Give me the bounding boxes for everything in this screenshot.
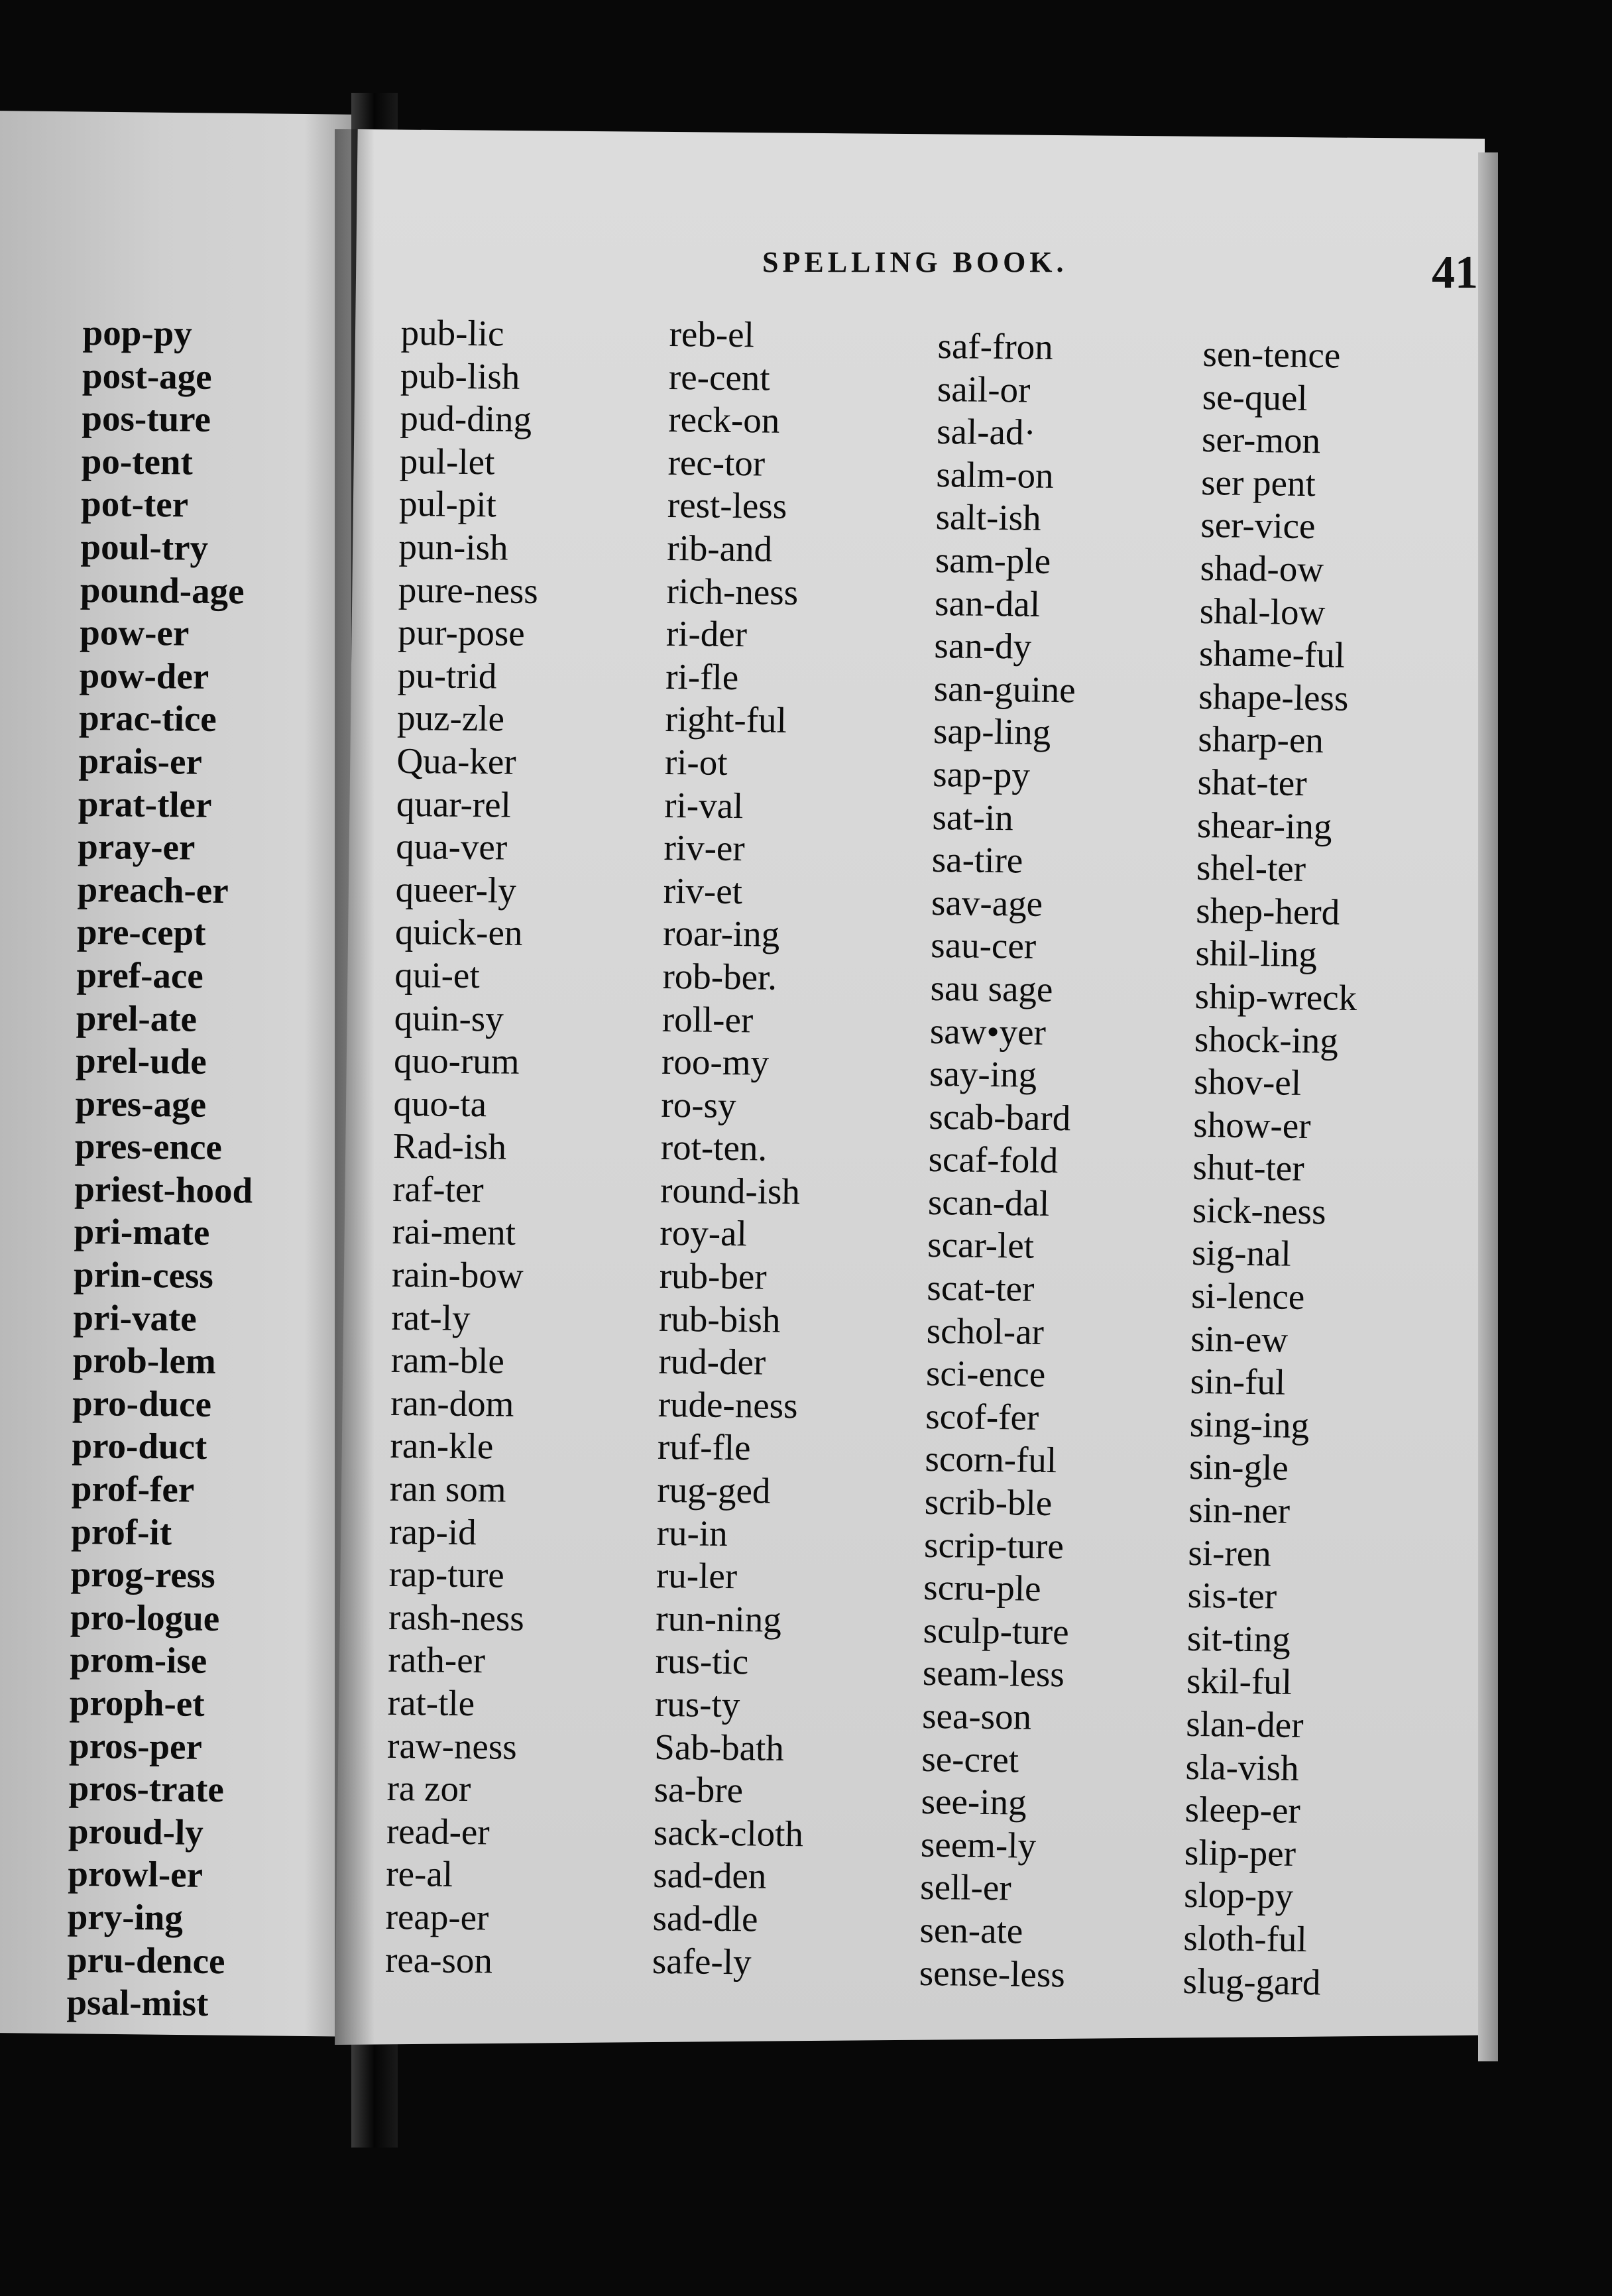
word-entry: prel-ate <box>76 997 198 1039</box>
word-entry: quo-ta <box>393 1082 487 1124</box>
word-entry: sa-tire <box>931 839 1023 881</box>
word-entry: prof-it <box>71 1511 172 1552</box>
word-entry: Sab-bath <box>654 1726 785 1768</box>
word-entry: shut-ter <box>1192 1147 1304 1189</box>
page-shadow <box>335 129 374 2045</box>
word-entry: sleep-er <box>1184 1789 1301 1831</box>
word-entry: rat-tle <box>387 1682 475 1724</box>
word-entry: sin-ner <box>1188 1489 1291 1531</box>
word-entry: sap-ling <box>933 711 1051 753</box>
word-entry: sail-or <box>937 368 1031 410</box>
word-entry: sau-cer <box>931 925 1037 967</box>
word-entry: scat-ter <box>927 1267 1035 1309</box>
page-edge <box>1478 152 1498 2061</box>
word-entry: rude-ness <box>658 1383 798 1426</box>
word-entry: pun-ish <box>398 526 508 568</box>
word-entry: puz-zle <box>396 697 505 739</box>
word-entry: roll-er <box>662 998 754 1040</box>
word-entry: prog-ress <box>70 1554 215 1596</box>
word-entry: pray-er <box>77 826 196 868</box>
word-entry: san-dal <box>934 582 1041 624</box>
word-entry: ser-vice <box>1200 504 1316 547</box>
word-entry: pud-ding <box>400 398 532 440</box>
word-entry: schol-ar <box>926 1310 1045 1352</box>
word-entry: prac-tice <box>78 697 217 740</box>
word-entry: ri-der <box>665 613 748 655</box>
word-entry: ran-kle <box>390 1425 494 1467</box>
word-entry: skil-ful <box>1186 1660 1293 1703</box>
word-entry: slip-per <box>1184 1831 1296 1874</box>
word-entry: pri-vate <box>73 1296 198 1339</box>
word-entry: queer-ly <box>395 868 517 911</box>
word-entry: rus-ty <box>654 1683 740 1725</box>
word-entry: sal-ad· <box>936 411 1037 453</box>
word-entry: rob-ber. <box>662 955 777 998</box>
word-entry: sin-ew <box>1190 1318 1289 1360</box>
word-entry: ru-in <box>656 1512 728 1554</box>
word-entry: sa-bre <box>654 1769 744 1811</box>
word-entry: sla-vish <box>1185 1746 1300 1788</box>
word-entry: rot-ten. <box>660 1127 768 1169</box>
word-entry: shal-low <box>1199 590 1326 632</box>
word-entry: se-quel <box>1202 376 1308 418</box>
word-entry: ser-mon <box>1201 419 1321 461</box>
word-entry: shov-el <box>1193 1061 1302 1103</box>
word-entry: quick-en <box>394 911 523 954</box>
word-entry: reb-el <box>669 313 755 355</box>
word-entry: scof-fer <box>925 1395 1039 1438</box>
word-entry: preach-er <box>77 868 229 911</box>
word-entry: read-er <box>386 1810 490 1853</box>
word-entry: rud-der <box>658 1341 766 1383</box>
word-entry: quin-sy <box>394 997 504 1039</box>
word-entry: seem-ly <box>920 1823 1037 1866</box>
word-entry: proud-ly <box>68 1810 204 1853</box>
word-column-5 <box>1182 333 1365 2004</box>
word-entry: re-cent <box>668 356 770 398</box>
word-entry: ruf-fle <box>657 1426 751 1468</box>
word-entry: pros-per <box>68 1725 203 1767</box>
word-entry: rath-er <box>388 1639 486 1681</box>
word-entry: rain-bow <box>391 1253 524 1296</box>
word-entry: saf-fron <box>937 325 1054 367</box>
word-entry: reap-er <box>385 1896 489 1938</box>
word-entry: round-ish <box>660 1169 801 1212</box>
word-entry: sig-nal <box>1191 1232 1292 1275</box>
word-entry: quo-rum <box>393 1040 520 1082</box>
word-entry: pos-ture <box>82 398 211 440</box>
word-entry: pref-ace <box>76 954 204 996</box>
word-entry: po-tent <box>81 440 194 483</box>
word-entry: riv-et <box>663 870 743 911</box>
word-entry: seam-less <box>922 1652 1065 1695</box>
word-entry: scru-ple <box>923 1567 1041 1609</box>
word-entry: pres-ence <box>74 1125 223 1168</box>
word-entry: rap-id <box>389 1511 477 1552</box>
word-entry: quar-rel <box>396 783 512 825</box>
word-entry: sat-in <box>932 796 1014 838</box>
word-entry: pound-age <box>80 569 245 611</box>
word-entry: pure-ness <box>398 569 539 611</box>
word-entry: roy-al <box>660 1212 748 1254</box>
word-entry: rec-tor <box>667 441 766 484</box>
running-header: SPELLING BOOK. <box>762 246 1068 278</box>
word-entry: shear-ing <box>1196 804 1332 846</box>
word-column-2 <box>385 312 541 1982</box>
word-column-1 <box>66 312 261 2026</box>
word-entry: sav-age <box>931 882 1043 924</box>
word-entry: raf-ter <box>392 1168 484 1210</box>
word-entry: sit-ting <box>1186 1617 1291 1660</box>
word-entry: roar-ing <box>662 913 780 955</box>
word-entry: safe-ly <box>652 1940 752 1982</box>
word-entry: pul-pit <box>398 483 497 525</box>
word-entry: sloth-ful <box>1183 1917 1308 1960</box>
word-entry: ser pent <box>1200 461 1316 504</box>
word-entry: roo-my <box>661 1041 770 1083</box>
word-entry: san-dy <box>934 625 1032 667</box>
word-entry: ran som <box>389 1467 506 1510</box>
word-entry: proph-et <box>69 1682 205 1724</box>
word-entry: pub-lic <box>400 312 504 354</box>
word-entry: scan-dal <box>927 1181 1050 1224</box>
word-entry: rap-ture <box>388 1554 505 1595</box>
word-entry: shel-ter <box>1196 847 1306 890</box>
word-entry: sad-dle <box>652 1897 758 1939</box>
word-entry: sam-ple <box>935 539 1051 581</box>
word-column-3 <box>652 313 819 1984</box>
word-entry: sad-den <box>652 1855 767 1897</box>
word-entry: sci-ence <box>925 1353 1046 1395</box>
word-entry: scab-bard <box>929 1096 1071 1139</box>
word-entry: prom-ise <box>70 1639 207 1682</box>
word-entry: san-guine <box>933 667 1076 711</box>
word-entry: post-age <box>82 355 212 397</box>
word-entry: sing-ing <box>1189 1403 1310 1446</box>
word-entry: se-cret <box>921 1738 1019 1780</box>
word-entry: ri-val <box>663 784 744 826</box>
word-entry: pros-trate <box>68 1768 225 1810</box>
word-entry: si-lence <box>1190 1275 1305 1318</box>
word-entry: shat-ter <box>1197 761 1308 803</box>
word-entry: show-er <box>1193 1104 1311 1146</box>
word-entry: pub-lish <box>400 355 520 397</box>
word-entry: slop-py <box>1183 1874 1294 1917</box>
word-entry: right-ful <box>665 699 787 741</box>
word-entry: sin-ful <box>1190 1361 1286 1403</box>
word-entry: rea-son <box>384 1939 493 1981</box>
word-entry: pro-duce <box>72 1382 212 1424</box>
word-entry: rest-less <box>667 485 787 527</box>
word-entry: pow-der <box>79 654 209 697</box>
word-entry: sau sage <box>930 967 1053 1009</box>
word-entry: qui-et <box>394 954 480 996</box>
word-entry: prob-lem <box>72 1340 217 1382</box>
word-entry: rug-ged <box>657 1469 771 1511</box>
word-entry: rai-ment <box>392 1211 516 1253</box>
word-entry: pow-er <box>80 612 190 654</box>
word-entry: ru-ler <box>656 1555 738 1597</box>
word-entry: qua-ver <box>395 826 508 868</box>
word-entry: prof-fer <box>71 1467 195 1510</box>
word-entry: rash-ness <box>388 1596 525 1638</box>
word-entry: sack-cloth <box>653 1811 804 1855</box>
word-entry: rus-tic <box>655 1640 749 1682</box>
word-entry: si-ren <box>1188 1532 1272 1574</box>
word-entry: shock-ing <box>1194 1018 1339 1061</box>
word-column-4 <box>919 325 1084 1996</box>
word-entry: slan-der <box>1185 1703 1304 1746</box>
word-entry: pry-ing <box>67 1896 184 1938</box>
word-entry: prin-cess <box>73 1253 214 1296</box>
word-entry: reck-on <box>667 399 780 441</box>
word-entry: sick-ness <box>1192 1189 1326 1232</box>
word-entry: scorn-ful <box>925 1438 1057 1481</box>
word-entry: pu-trid <box>397 654 497 697</box>
word-entry: ri-ot <box>664 741 728 783</box>
word-entry: pre-cept <box>76 911 206 954</box>
word-entry: sell-er <box>919 1866 1012 1908</box>
word-entry: ram-ble <box>390 1340 505 1381</box>
word-entry: poul-try <box>80 526 209 568</box>
word-entry: sin-gle <box>1188 1446 1289 1489</box>
word-entry: sense-less <box>919 1952 1066 1994</box>
word-entry: rat-ly <box>391 1296 471 1338</box>
word-entry: saw•yer <box>929 1010 1047 1053</box>
word-entry: pro-logue <box>70 1596 220 1638</box>
word-entry: sculp-ture <box>923 1609 1069 1652</box>
word-entry: rib-and <box>666 527 773 569</box>
word-entry: re-al <box>386 1853 453 1895</box>
word-entry: pop-py <box>82 312 193 354</box>
word-entry: prais-er <box>78 740 203 782</box>
word-entry: priest-hood <box>74 1168 253 1211</box>
word-entry: Rad-ish <box>392 1125 507 1167</box>
word-entry: slug-gard <box>1182 1960 1321 2002</box>
word-entry: salm-on <box>936 453 1054 496</box>
word-entry: pro-duct <box>72 1425 207 1467</box>
word-entry: scrib-ble <box>924 1481 1053 1524</box>
word-entry: prel-ude <box>75 1040 207 1082</box>
word-entry: riv-er <box>663 827 746 869</box>
word-entry: pot-ter <box>80 483 189 525</box>
word-entry: rub-ber <box>659 1255 767 1297</box>
word-entry: shad-ow <box>1200 547 1324 590</box>
word-entry: prowl-er <box>68 1853 203 1896</box>
word-entry: rub-bish <box>658 1298 781 1340</box>
word-entry: sis-ter <box>1187 1575 1277 1617</box>
word-entry: pri-mate <box>74 1211 210 1253</box>
word-entry: ri-fle <box>665 656 739 697</box>
word-entry: pres-age <box>75 1082 207 1125</box>
word-entry: scaf-fold <box>928 1139 1059 1181</box>
word-entry: sen-tence <box>1202 333 1341 376</box>
word-entry: say-ing <box>929 1053 1037 1095</box>
word-entry: scrip-ture <box>923 1524 1065 1566</box>
word-entry: run-ning <box>656 1597 782 1640</box>
word-entry: pul-let <box>399 440 495 483</box>
word-entry: sen-ate <box>919 1909 1023 1951</box>
word-entry: pur-pose <box>398 612 526 654</box>
word-entry: see-ing <box>921 1781 1027 1823</box>
word-entry: rich-ness <box>666 570 799 612</box>
word-entry: shame-ful <box>1198 633 1346 675</box>
word-entry: Qua-ker <box>396 740 516 782</box>
word-entry: shape-less <box>1198 675 1349 718</box>
word-entry: sharp-en <box>1198 718 1324 761</box>
word-entry: ra zor <box>386 1768 471 1809</box>
page-number: 41 <box>1432 247 1478 298</box>
word-entry: shil-ling <box>1195 933 1318 975</box>
word-entry: ran-dom <box>390 1382 514 1424</box>
word-entry: scar-let <box>927 1224 1035 1267</box>
word-entry: shep-herd <box>1195 890 1340 933</box>
word-entry: salt-ish <box>935 496 1041 539</box>
word-entry: prat-tler <box>78 783 212 825</box>
word-entry: raw-ness <box>386 1725 518 1767</box>
word-entry: ro-sy <box>661 1084 736 1125</box>
word-entry: psal-mist <box>66 1982 209 2024</box>
word-entry: sap-py <box>932 753 1031 795</box>
word-entry: pru-dence <box>66 1939 225 1981</box>
word-entry: ship-wreck <box>1194 975 1357 1018</box>
word-entry: sea-son <box>921 1695 1032 1737</box>
